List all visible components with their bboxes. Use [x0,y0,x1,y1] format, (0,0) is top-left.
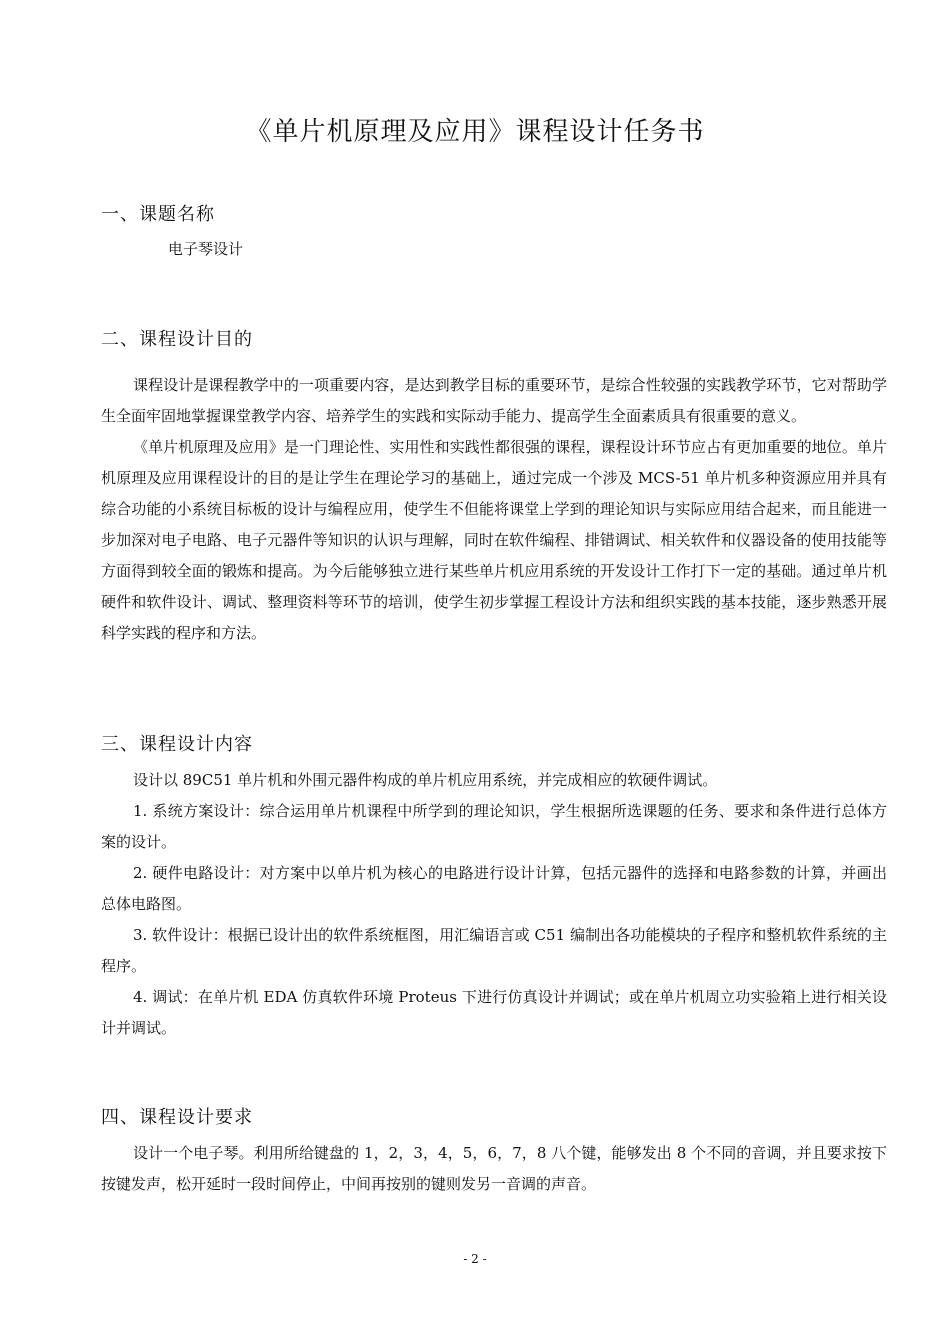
section-design-purpose [101,326,887,649]
section-design-content [101,731,887,1044]
paragraph: 设计一个电子琴。利用所给键盘的 1，2，3，4，5，6，7，8 八个键，能够发出 8 个不同的音调，并且要求按下按键发声，松开延时一段时间停止，中间再按别的键则发另一音调的声音。 [101,1144,887,1193]
paragraph: 课程设计是课程教学中的一项重要内容，是达到教学目标的重要环节，是综合性较强的实践教学环节，它对帮助学生全面牢固地掌握课堂教学内容、培养学生的实践和实际动手能力、提高学生全面素质具有很重要的意义。 [101,376,887,425]
list-item: 3. 软件设计：根据已设计出的软件系统框图，用汇编语言或 C51 编制出各功能模块的子程序和整机软件系统的主程序。 [101,926,887,975]
section-heading: 二、课程设计目的 [101,329,253,350]
section-heading: 一、课题名称 [101,204,215,225]
topic-title: 电子琴设计 [168,240,244,258]
section-design-requirements [101,1104,887,1200]
document-title: 《单片机原理及应用》课程设计任务书 [245,117,705,147]
paragraph: 设计以 89C51 单片机和外围元器件构成的单片机应用系统，并完成相应的软硬件调试。 [133,771,718,789]
list-item: 2. 硬件电路设计：对方案中以单片机为核心的电路进行设计计算，包括元器件的选择和电路参数的计算，并画出总体电路图。 [101,864,887,913]
section-heading: 四、课程设计要求 [101,1107,253,1128]
list-item: 1. 系统方案设计：综合运用单片机课程中所学到的理论知识，学生根据所选课题的任务、要求和条件进行总体方案的设计。 [101,802,887,851]
paragraph: 《单片机原理及应用》是一门理论性、实用性和实践性都很强的课程，课程设计环节应占有更加重要的地位。单片机原理及应用课程设计的目的是让学生在理论学习的基础上，通过完成一个涉及 MCS-51 单片机多种资源应用并具有综合功能的小系统目标板的设计与编程应用，使学生不但能将课堂上学到的理论知识与实际应用结合起来，而且能进一步加深对电子电路、电子元器件等知识的认识与理解，同时在软件编程、排错调试、相关软件和仪器设备的使用技能等方面得到较全面的锻炼和提高。为今后能够独立进行某些单片机应用系统的开发设计工作打下一定的基础。通过单片机硬件和软件设计、调试、整理资料等环节的培训，使学生初步掌握工程设计方法和组织实践的基本技能，逐步熟悉开展科学实践的程序和方法。 [101,438,887,642]
section-topic-name [101,201,887,263]
page-number: - 2 - [463,1252,487,1266]
list-item: 4. 调试：在单片机 EDA 仿真软件环境 Proteus 下进行仿真设计并调试；或在单片机周立功实验箱上进行相关设计并调试。 [101,988,887,1037]
section-heading: 三、课程设计内容 [101,734,253,755]
